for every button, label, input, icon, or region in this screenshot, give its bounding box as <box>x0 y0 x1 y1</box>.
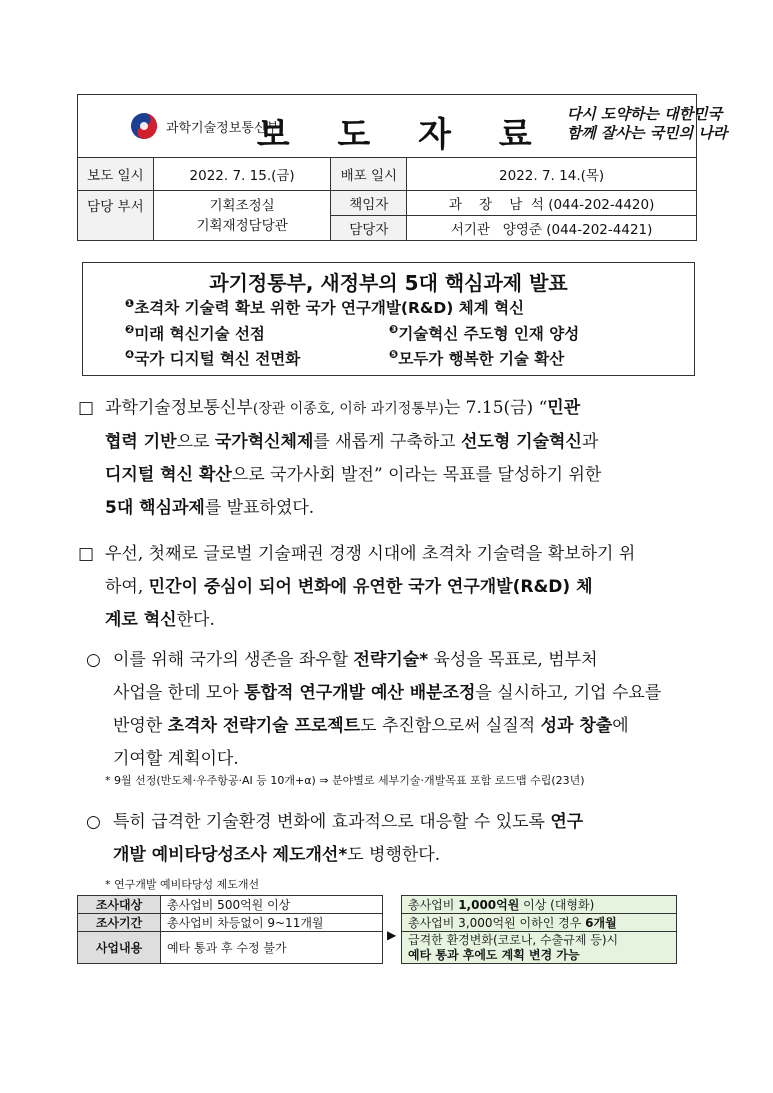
staff-value: 서기관 양영준 (044-202-4421) <box>407 216 697 241</box>
circle-bullet-1: ○ <box>86 650 101 670</box>
headline-box <box>82 262 695 376</box>
after-table <box>401 895 677 964</box>
resp-label: 책임자 <box>331 191 407 216</box>
paragraph-2: 우선, 첫째로 글로벌 기술패권 경쟁 시대에 초격차 기술력을 확보하기 위 하여, 민간이 중심이 되어 변화에 유연한 국가 연구개발(R&D) 체 계로 혁신한다. <box>105 544 636 630</box>
dept-line2: 기획재정담당관 <box>196 217 288 234</box>
table-row: 사업내용 예타 통과 후 수정 불가 <box>78 932 383 964</box>
report-date: 2022. 7. 15.(금) <box>153 158 331 191</box>
ministry-name: 과학기술정보통신부 <box>165 120 279 136</box>
headline: 과기정통부, 새정부의 5대 핵심과제 발표 <box>209 271 568 295</box>
dept-line1: 기획조정실 <box>209 197 275 214</box>
headline-item-3: $^❸$기술혁신 주도형 인재 양성 <box>389 322 580 343</box>
footnote-1: * 9월 선정(반도체·우주항공·AI 등 10개+α) ⇒ 분야별로 세부기술·개발목표 포함 로드맵 수립(23년) <box>105 774 585 787</box>
paragraph-3: 이를 위해 국가의 생존을 좌우할 전략기술* 육성을 목표로, 범부처 사업을 한데 모아 통합적 연구개발 예산 배분조정을 실시하고, 기업 수요를 반영한 초격차 전략기술 프로젝트도 추진함으로써 실질적 성과 창출에 기여할 계획이다. <box>113 650 662 769</box>
paragraph-4: 특히 급격한 기술환경 변화에 효과적으로 대응할 수 있도록 연구 개발 예비타당성조사 제도개선*도 병행한다. <box>113 812 584 865</box>
paragraph-1: 과학기술정보통신부(장관 이종호, 이하 과기정통부)는 7.15(금) “민관 협력 기반으로 국가혁신체제를 새롭게 구축하고 선도형 기술혁신과 디지털 혁신 확산으로 국가사회 발전” 이라는 목표를 달성하기 위한 5대 핵심과제를 발표하였다. <box>105 398 602 518</box>
footnote-2: * 연구개발 예비타당성 제도개선 <box>105 878 260 891</box>
slogan-line2: 함께 잘사는 국민의 나라 <box>566 124 728 142</box>
table-row: 총사업비 1,000억원 이상 (대형화) <box>402 896 677 914</box>
slogan <box>557 105 728 143</box>
arrow-right-icon: ▶ <box>387 928 397 942</box>
taegeuk-logo-icon <box>130 112 158 140</box>
slogan-cell <box>256 95 728 158</box>
headline-item-5: $^❺$모두가 행복한 기술 확산 <box>389 347 565 368</box>
before-table <box>77 895 383 964</box>
resp-value: 과 장 남 석 (044-202-4420) <box>407 191 697 216</box>
table-row: 조사대상 총사업비 500억원 이상 <box>78 896 383 914</box>
headline-item-1: $^❶$초격차 기술력 확보 위한 국가 연구개발(R&D) 체계 혁신 <box>125 296 525 317</box>
circle-bullet-2: ○ <box>86 812 101 832</box>
slogan-line1: 다시 도약하는 대한민국 <box>566 105 723 123</box>
press-header-table <box>77 94 728 241</box>
table-row: 총사업비 3,000억원 이하인 경우 6개월 <box>402 914 677 932</box>
table-row: 조사기간 총사업비 차등없이 9~11개월 <box>78 914 383 932</box>
headline-item-4: $^❹$국가 디지털 혁신 전면화 <box>125 347 301 368</box>
dept-cell <box>153 191 331 241</box>
report-date-label: 보도 일시 <box>78 158 154 191</box>
square-bullet-1: □ <box>78 398 95 418</box>
press-title: 보 도 자 료 <box>256 115 550 155</box>
table-row: 급격한 환경변화(코로나, 수출규제 등)시 예타 통과 후에도 계획 변경 가능 <box>402 932 677 964</box>
staff-label: 담당자 <box>331 216 407 241</box>
dist-date-label: 배포 일시 <box>331 158 407 191</box>
dept-label: 담당 부서 <box>78 191 154 241</box>
dist-date: 2022. 7. 14.(목) <box>407 158 697 191</box>
headline-item-2: $^❷$미래 혁신기술 선점 <box>125 322 265 343</box>
square-bullet-2: □ <box>78 544 95 564</box>
